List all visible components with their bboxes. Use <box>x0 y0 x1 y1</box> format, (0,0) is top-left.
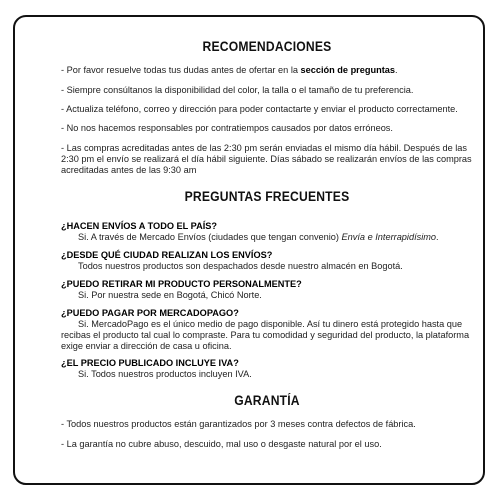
preguntas-title: PREGUNTAS FRECUENTES <box>184 189 350 204</box>
faq-question: ¿DESDE QUÉ CIUDAD REALIZAN LOS ENVÍOS? <box>61 250 273 260</box>
faq-answer: Si. MercadoPago es el único medio de pago disponible. Así tu dinero está protegido hasta que recibas el producto tal cual lo compraste. Para tu comodidad y seguridad del producto, la plataforma exige enviar a dirección de casa u oficina. <box>61 319 470 351</box>
garantia-item: - La garantía no cubre abuso, descuido, mal uso o desgaste natural por el uso. <box>61 439 382 449</box>
recomendacion-item: - Las compras acreditadas antes de las 2:30 pm serán enviadas el mismo día hábil. Después de las 2:30 pm el envío se realizará el día hábil siguiente. Días sábado se realizarán envíos de las compras acreditadas antes de las 9:30 am <box>61 143 472 175</box>
recomendacion-item: - Actualiza teléfono, correo y dirección para poder contactarte y enviar el producto correctamente. <box>61 104 458 114</box>
recomendacion-item: - No nos hacemos responsables por contratiempos causados por datos erróneos. <box>61 123 393 133</box>
preguntas-section-link: sección de preguntas <box>300 65 395 75</box>
recomendacion-item: - Por favor resuelve todas tus dudas antes de ofertar en la sección de preguntas. <box>61 65 398 75</box>
garantia-title: GARANTÍA <box>234 393 300 408</box>
garantia-item: - Todos nuestros productos están garantizados por 3 meses contra defectos de fábrica. <box>61 419 416 429</box>
recomendacion-item: - Siempre consúltanos la disponibilidad del color, la talla o el tamaño de tu preferencia. <box>61 85 414 95</box>
faq-question: ¿HACEN ENVÍOS A TODO EL PAÍS? <box>61 221 218 231</box>
faq-answer: Si. A través de Mercado Envíos (ciudades que tengan convenio) Envía e Interrapidísimo. <box>78 232 439 242</box>
faq-answer: Todos nuestros productos son despachados desde nuestro almacén en Bogotá. <box>78 261 403 271</box>
recomendaciones-title: RECOMENDACIONES <box>202 39 332 54</box>
faq-question: ¿PUEDO PAGAR POR MERCADOPAGO? <box>61 308 239 318</box>
faq-question: ¿PUEDO RETIRAR MI PRODUCTO PERSONALMENTE? <box>61 279 302 289</box>
faq-answer: Si. Todos nuestros productos incluyen IVA. <box>78 369 252 379</box>
faq-answer: Si. Por nuestra sede en Bogotá, Chicó Norte. <box>78 290 262 300</box>
faq-question: ¿EL PRECIO PUBLICADO INCLUYE IVA? <box>61 358 239 368</box>
info-card <box>13 15 485 485</box>
